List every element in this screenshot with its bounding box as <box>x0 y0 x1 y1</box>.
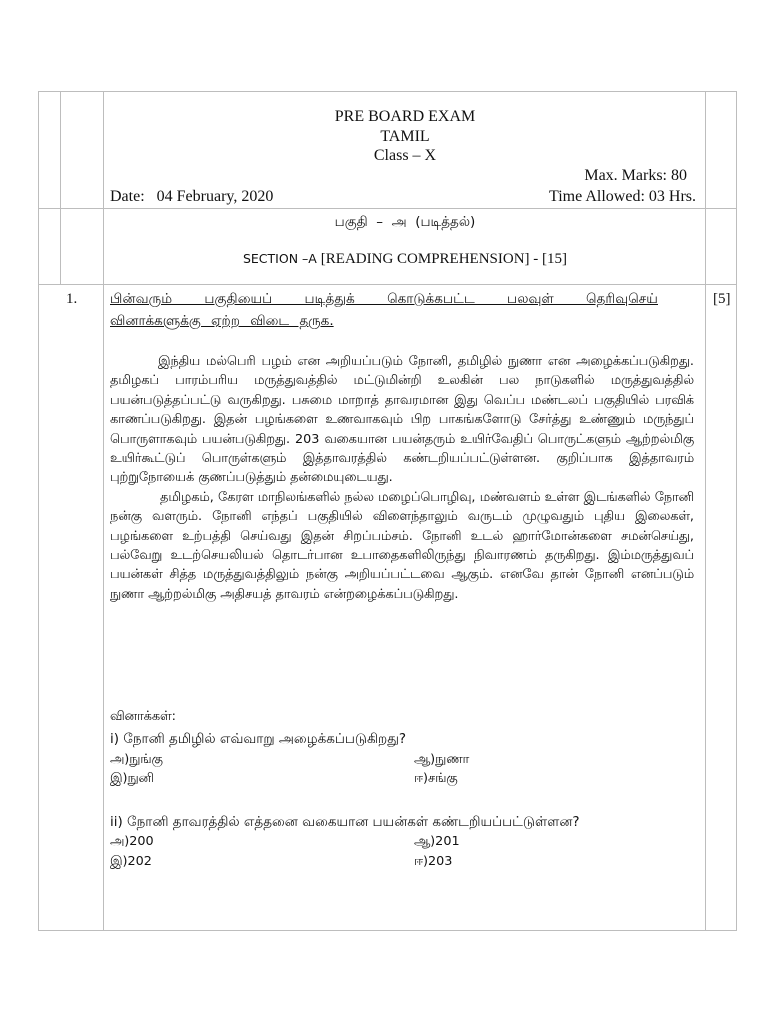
col-divider-2 <box>103 91 104 930</box>
question-i-text: i) நோனி தமிழில் எவ்வாறு அழைக்கப்படுகிறது? <box>110 731 407 747</box>
table-right-border <box>736 91 737 930</box>
passage-paragraph-1: இந்திய மல்பெரி பழம் என அறியப்படும் நோனி, தமிழில் நுணா என அழைக்கப்படுகிறது. தமிழகப் பாரம்பரிய மருத்துவத்தில் மட்டுமின்றி உலகின் பல நாடுகளில் மருத்துவத்தில் பயன்படுத்தப்பட்டு வருகிறது. பசுமை மாறாத் தாவரமான இது வெப்ப மண்டலப் பகுதியில் பரவிக் காணப்படுகிறது. இதன் பழங்களை உணவாகவும் பிற பாகங்களோடு சேர்த்து உண்ணும் மருந்துப் பொருளாகவும் பயன்படுகிறது. 203 வகையான பயன்தரும் உயிர்வேதிப் பொருட்களும் ஆற்றல்மிகு உயிர்கூட்டுப் பொருள்களும் இத்தாவரத்தில் கண்டறியப்பட்டுள்ளன. குறிப்பாக இத்தாவரம் புற்றுநோயைக் குணப்படுத்தும் தன்மையுடையது. <box>110 354 694 486</box>
question-number: 1. <box>66 291 78 307</box>
exam-subject: TAMIL <box>380 128 430 145</box>
passage <box>110 352 694 604</box>
question-i-option-a: அ)நுங்கு <box>110 752 163 767</box>
question-i-option-b: ஆ)நுணா <box>414 752 470 767</box>
question-i-option-d: ஈ)சங்கு <box>414 771 458 786</box>
time-allowed: Time Allowed: 03 Hrs. <box>549 188 696 205</box>
section-heading <box>105 250 705 268</box>
max-marks: Max. Marks: 80 <box>584 167 687 184</box>
exam-class: Class – X <box>373 147 437 164</box>
table-bottom-border <box>38 930 737 931</box>
question-i-option-c: இ)நுனி <box>110 771 154 786</box>
table-top-border <box>38 91 737 92</box>
question-ii-option-a: அ)200 <box>110 834 154 849</box>
question-instruction-line1: பின்வரும் பகுதியைப் படித்துக் கொடுக்கபட்ட பலவுள் தெரிவுசெய் <box>110 291 658 307</box>
passage-paragraph-2: தமிழகம், கேரள மாநிலங்களில் நல்ல மழைப்பொழிவு, மண்வளம் உள்ள இடங்களில் நோனி நன்கு வளரும். நோனி எந்தப் பகுதியில் விளைந்தாலும் வருடம் முழுவதும் புதிய இலைகள், பழங்களை உற்பத்தி செய்வது இதன் சிறப்பம்சம். நோனி உடல் ஹார்மோன்களை சமன்செய்து, பல்வேறு உடற்செயலியல் தொடர்பான உபாதைகளிலிருந்து நிவாரணம் தருகிறது. இம்மருத்துவப் பயன்கள் சித்த மருத்துவத்திலும் நன்கு அறியப்பட்டவை ஆகும். எனவே தான் நோனி எனப்படும் நுணா ஆற்றல்மிகு அதிசயத் தாவரம் என்றழைக்கப்படுகிறது. <box>110 489 694 602</box>
col-divider-3 <box>705 91 706 930</box>
question-ii-option-b: ஆ)201 <box>414 834 460 849</box>
section-part-title: பகுதி – அ (படித்தல்) <box>334 214 476 230</box>
section-heading-prefix: SECTION –A <box>242 251 321 266</box>
question-ii-option-d: ஈ)203 <box>414 854 453 869</box>
table-left-border <box>38 91 39 930</box>
question-marks: [5] <box>713 291 731 307</box>
questions-label: வினாக்கள்: <box>110 709 176 724</box>
question-instruction-line2: வினாக்களுக்கு ஏற்ற விடை தருக. <box>110 313 334 329</box>
row-divider-section <box>38 208 737 209</box>
question-ii-text: ii) நோனி தாவரத்தில் எத்தனை வகையான பயன்கள் கண்டறியப்பட்டுள்ளன? <box>110 814 580 830</box>
col-divider-1 <box>60 91 61 284</box>
exam-date: Date: 04 February, 2020 <box>110 188 274 205</box>
question-ii-option-c: இ)202 <box>110 854 152 869</box>
exam-title: PRE BOARD EXAM <box>334 108 476 125</box>
row-divider-question <box>38 284 737 285</box>
section-heading-main: [READING COMPREHENSION] - [15] <box>320 251 568 267</box>
